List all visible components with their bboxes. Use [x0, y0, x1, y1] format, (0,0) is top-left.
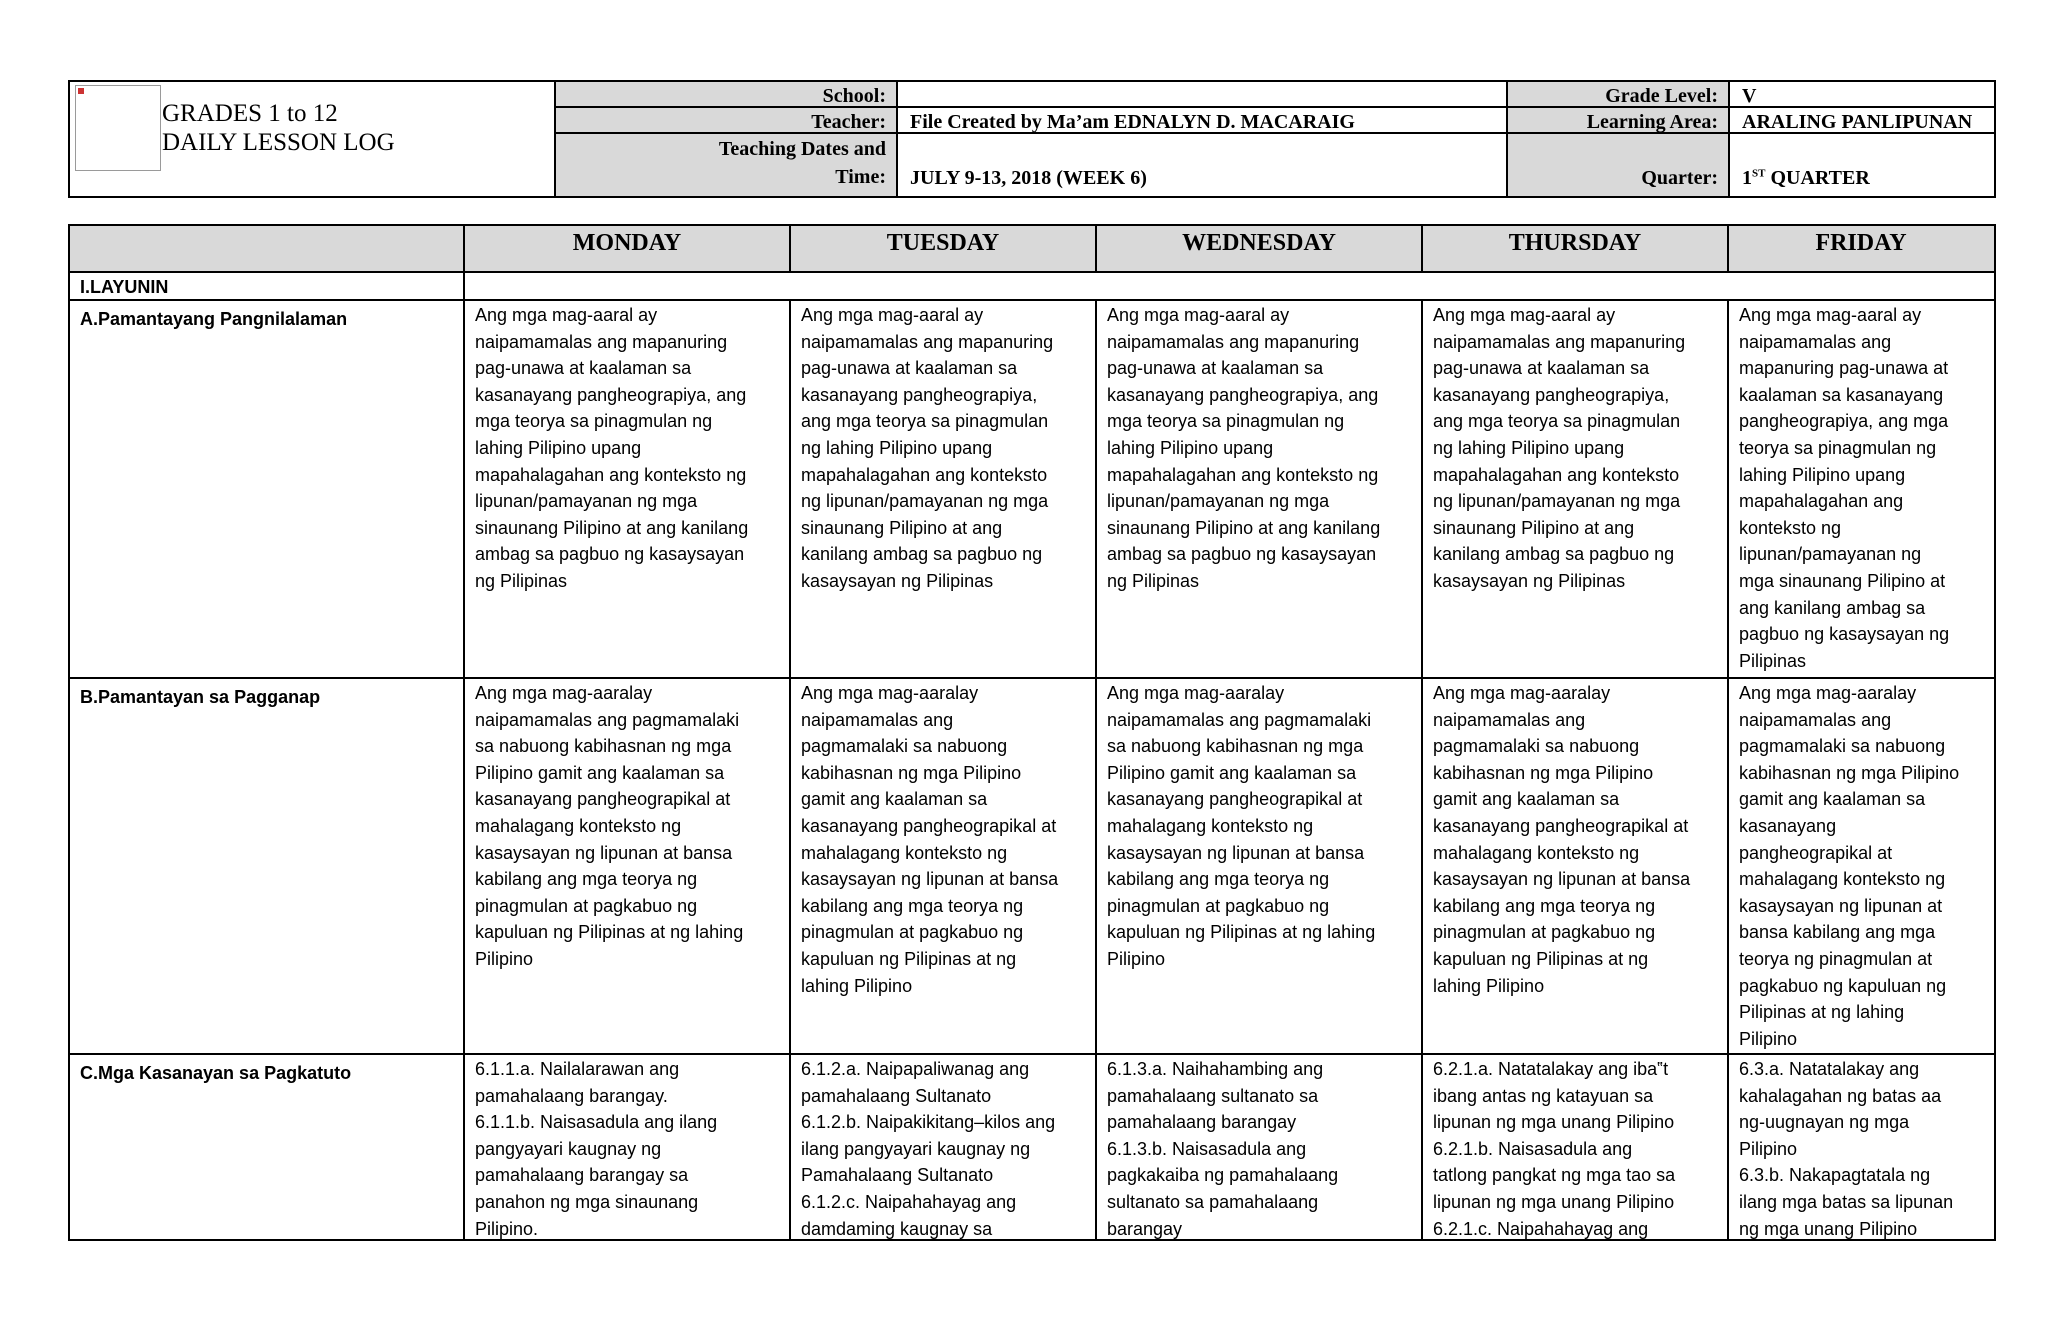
cell-text-line: kasaysayan ng lipunan at bansa: [801, 869, 1059, 890]
title-line-2: DAILY LESSON LOG: [162, 129, 395, 156]
quarter-number: 1: [1742, 167, 1752, 189]
grade-level-label: Grade Level:: [1506, 82, 1728, 108]
cell-text-line: kabilang ang mga teorya ng: [801, 895, 1024, 916]
cell-text-line: pamahalaang Sultanato: [801, 1085, 992, 1106]
cell-text-line: pangheograpikal at: [1739, 842, 1893, 863]
cell-text-line: ibang antas ng katayuan sa: [1433, 1085, 1654, 1106]
cell-text-line: 6.3.a. Natatalakay ang: [1739, 1059, 1920, 1079]
cell-text-line: Ang mga mag-aaral ay: [1107, 305, 1290, 325]
cell-text-line: kasaysayan ng lipunan at bansa: [475, 842, 733, 863]
cell-b-friday: [1728, 678, 1994, 1054]
cell-text-line: gamit ang kaalaman sa: [801, 789, 988, 810]
cell-text-line: kabihasnan ng mga Pilipino: [1433, 762, 1654, 783]
grid-line: [789, 226, 791, 272]
dates-label-line2: Time:: [835, 166, 886, 188]
row-label-b: B.Pamantayan sa Pagganap: [80, 687, 321, 707]
cell-text-line: kasanayang pangheograpiya, ang: [475, 384, 747, 405]
title-block: [70, 82, 556, 196]
cell-text-line: mapanuring pag-unawa at: [1739, 358, 1949, 379]
cell-text-line: 6.1.2.c. Naipahahayag ang: [801, 1191, 1017, 1212]
cell-text-line: kapuluan ng Pilipinas at ng: [801, 948, 1017, 969]
cell-text-line: pag-unawa at kaalaman sa: [1433, 358, 1650, 379]
cell-text-line: pag-unawa at kaalaman sa: [1107, 358, 1324, 379]
cell-text-line: pag-unawa at kaalaman sa: [475, 358, 692, 379]
cell-text-line: mapahalagahan ang konteksto: [801, 464, 1048, 485]
cell-text-line: Ang mga mag-aaralay: [801, 683, 979, 703]
logo-image: [75, 85, 161, 171]
cell-text-line: kabihasnan ng mga Pilipino: [1739, 762, 1960, 783]
cell-text-line: 6.1.1.a. Nailalarawan ang: [475, 1059, 680, 1079]
cell-text-line: mahalagang konteksto ng: [801, 842, 1008, 863]
cell-a-wednesday: [1096, 300, 1422, 678]
cell-text-line: Pamahalaang Sultanato: [801, 1165, 994, 1186]
cell-text-line: kapuluan ng Pilipinas at ng lahing: [1107, 922, 1376, 943]
cell-text-line: naipamamalas ang: [801, 709, 954, 730]
cell-text-line: kasaysayan ng Pilipinas: [1433, 570, 1626, 591]
quarter-label: Quarter:: [1506, 134, 1728, 196]
cell-text-line: lahing Pilipino: [801, 975, 913, 996]
cell-b-tuesday: [790, 678, 1096, 1054]
cell-c-friday: [1728, 1054, 1994, 1239]
cell-text-line: kasaysayan ng lipunan at: [1739, 895, 1943, 916]
cell-text-line: panahon ng mga sinaunang: [475, 1191, 699, 1212]
grid-line: [70, 299, 1994, 301]
teacher-label: Teacher:: [556, 108, 896, 134]
cell-text-line: Pilipino gamit ang kaalaman sa: [475, 762, 725, 783]
cell-text-line: lipunan/pamayanan ng mga: [475, 491, 698, 512]
cell-text-line: kasanayang pangheograpiya, ang: [1107, 384, 1379, 405]
cell-text-line: pinagmulan at pagkabuo ng: [1433, 922, 1656, 943]
school-label: School:: [556, 82, 896, 108]
grid-line: [1727, 226, 1729, 272]
cell-b-thursday: [1422, 678, 1728, 1054]
cell-text-line: mapahalagahan ang: [1739, 491, 1904, 512]
day-header-wednesday: WEDNESDAY: [1096, 226, 1422, 272]
cell-text-line: teorya ng pinagmulan at: [1739, 948, 1933, 969]
cell-text-line: naipamamalas ang: [1433, 709, 1586, 730]
cell-text-line: ng lipunan/pamayanan ng mga: [801, 491, 1049, 512]
cell-text-line: barangay: [1107, 1218, 1183, 1239]
cell-text-line: lipunan ng mga unang Pilipino: [1433, 1191, 1675, 1212]
cell-text-line: lahing Pilipino: [1433, 975, 1545, 996]
dates-value: JULY 9-13, 2018 (WEEK 6): [896, 134, 1506, 196]
dates-label: [556, 134, 896, 196]
cell-text-line: ng-uugnayan ng mga: [1739, 1112, 1910, 1133]
cell-text-line: naipamamalas ang mapanuring: [801, 331, 1054, 352]
cell-text-line: pagbuo ng kasaysayan ng: [1739, 624, 1950, 645]
cell-text-line: kapuluan ng Pilipinas at ng: [1433, 948, 1649, 969]
cell-text-line: naipamamalas ang mapanuring: [1107, 331, 1360, 352]
cell-text-line: lahing Pilipino upang: [1107, 437, 1274, 458]
cell-text-line: pagkakaiba ng pamahalaang: [1107, 1165, 1339, 1186]
cell-text-line: 6.3.b. Nakapagtatala ng: [1739, 1165, 1931, 1186]
cell-text-line: pagmamalaki sa nabuong: [801, 736, 1008, 757]
cell-text-line: 6.1.3.a. Naihahambing ang: [1107, 1059, 1324, 1079]
cell-text-line: Ang mga mag-aaral ay: [475, 305, 658, 325]
cell-text-line: mga teorya sa pinagmulan ng: [475, 411, 713, 432]
cell-text-line: teorya sa pinagmulan ng: [1739, 437, 1937, 458]
cell-a-tuesday: [790, 300, 1096, 678]
grid-line: [1421, 226, 1423, 272]
cell-text-line: kabilang ang mga teorya ng: [1433, 895, 1656, 916]
cell-text-line: kahalagahan ng batas aa: [1739, 1085, 1942, 1106]
cell-a-friday: [1728, 300, 1994, 678]
cell-text-line: sinaunang Pilipino at ang: [1433, 517, 1635, 538]
cell-text-line: konteksto ng: [1739, 517, 1842, 538]
cell-text-line: kasanayang pangheograpikal at: [801, 815, 1057, 836]
day-header-friday: FRIDAY: [1728, 226, 1994, 272]
cell-text-line: pagkabuo ng kapuluan ng: [1739, 975, 1947, 996]
cell-text-line: naipamamalas ang pagmamalaki: [1107, 709, 1372, 730]
cell-text-line: Ang mga mag-aaral ay: [1433, 305, 1616, 325]
cell-text-line: Ang mga mag-aaral ay: [1739, 305, 1922, 325]
cell-text-line: pangheograpiya, ang mga: [1739, 411, 1949, 432]
grid-line: [789, 300, 791, 1239]
cell-text-line: kasanayang pangheograpiya,: [1433, 384, 1670, 405]
cell-text-line: 6.1.2.b. Naipakikitang–kilos ang: [801, 1112, 1056, 1133]
cell-text-line: Pilipino: [1739, 1028, 1798, 1049]
cell-text-line: ng Pilipinas: [1107, 570, 1200, 591]
cell-text-line: naipamamalas ang pagmamalaki: [475, 709, 740, 730]
grid-line: [1095, 300, 1097, 1239]
grid-line: [1421, 300, 1423, 1239]
cell-text-line: kabilang ang mga teorya ng: [1107, 869, 1330, 890]
cell-b-monday: [464, 678, 790, 1054]
cell-text-line: tatlong pangkat ng mga tao sa: [1433, 1165, 1676, 1186]
grid-line: [70, 1053, 1994, 1055]
cell-text-line: kapuluan ng Pilipinas at ng lahing: [475, 922, 744, 943]
cell-text-line: pamahalaang barangay: [1107, 1112, 1297, 1133]
grid-line: [70, 271, 1994, 273]
cell-text-line: sa nabuong kabihasnan ng mga: [1107, 736, 1364, 757]
cell-text-line: kanilang ambag sa pagbuo ng: [801, 544, 1043, 565]
row-label-a: A.Pamantayang Pangnilalaman: [80, 309, 348, 329]
cell-text-line: mahalagang konteksto ng: [1739, 869, 1946, 890]
cell-text-line: ilang pangyayari kaugnay ng: [801, 1138, 1031, 1159]
cell-text-line: Pilipinas: [1739, 650, 1807, 671]
cell-text-line: 6.2.1.a. Natatalakay ang iba‟t: [1433, 1059, 1669, 1079]
cell-text-line: naipamamalas ang: [1739, 331, 1892, 352]
cell-text-line: lipunan/pamayanan ng: [1739, 544, 1922, 565]
learning-area-label: Learning Area:: [1506, 108, 1728, 134]
cell-text-line: naipamamalas ang mapanuring: [475, 331, 728, 352]
cell-text-line: Pilipino: [1739, 1138, 1798, 1159]
cell-text-line: ng Pilipinas: [475, 570, 568, 591]
cell-text-line: ambag sa pagbuo ng kasaysayan: [475, 544, 745, 565]
grid-line: [70, 677, 1994, 679]
cell-text-line: 6.1.1.b. Naisasadula ang ilang: [475, 1112, 718, 1133]
cell-text-line: lahing Pilipino upang: [475, 437, 642, 458]
cell-a-monday: [464, 300, 790, 678]
cell-text-line: 6.2.1.b. Naisasadula ang: [1433, 1138, 1633, 1159]
cell-text-line: Ang mga mag-aaralay: [1739, 683, 1917, 703]
cell-text-line: Ang mga mag-aaralay: [475, 683, 653, 703]
cell-text-line: ng lahing Pilipino upang: [801, 437, 993, 458]
cell-text-line: lipunan ng mga unang Pilipino: [1433, 1112, 1675, 1133]
broken-image-icon: [78, 88, 84, 94]
row-label-c: C.Mga Kasanayan sa Pagkatuto: [80, 1063, 352, 1083]
cell-text-line: mapahalagahan ang konteksto ng: [1107, 464, 1379, 485]
cell-text-line: kabilang ang mga teorya ng: [475, 869, 698, 890]
teacher-value: File Created by Ma’am EDNALYN D. MACARAIG: [896, 108, 1506, 134]
cell-text-line: kasanayang: [1739, 815, 1837, 836]
cell-text-line: pinagmulan at pagkabuo ng: [801, 922, 1024, 943]
cell-a-thursday: [1422, 300, 1728, 678]
cell-text-line: ang mga teorya sa pinagmulan: [1433, 411, 1681, 432]
lesson-log-table: [68, 224, 1996, 1241]
cell-text-line: damdaming kaugnay sa: [801, 1218, 993, 1239]
cell-text-line: kasaysayan ng lipunan at bansa: [1107, 842, 1365, 863]
cell-text-line: Pilipinas at ng lahing: [1739, 1002, 1905, 1023]
cell-text-line: pagmamalaki sa nabuong: [1433, 736, 1640, 757]
cell-text-line: ang kanilang ambag sa: [1739, 597, 1926, 618]
header-table: [68, 80, 1996, 198]
grade-level-value: V: [1728, 82, 1994, 108]
cell-text-line: kaalaman sa kasanayang: [1739, 384, 1944, 405]
cell-text-line: kasanayang pangheograpikal at: [475, 789, 731, 810]
cell-c-wednesday: [1096, 1054, 1422, 1239]
day-header-monday: MONDAY: [464, 226, 790, 272]
cell-text-line: ilang mga batas sa lipunan: [1739, 1191, 1954, 1212]
cell-text-line: mapahalagahan ang konteksto ng: [475, 464, 747, 485]
cell-text-line: lipunan/pamayanan ng mga: [1107, 491, 1330, 512]
cell-text-line: pamahalaang barangay sa: [475, 1165, 689, 1186]
cell-text-line: ang mga teorya sa pinagmulan: [801, 411, 1049, 432]
cell-text-line: Pilipino: [475, 948, 534, 969]
cell-text-line: Ang mga mag-aaralay: [1107, 683, 1285, 703]
cell-text-line: pangyayari kaugnay ng: [475, 1138, 662, 1159]
cell-text-line: gamit ang kaalaman sa: [1739, 789, 1926, 810]
cell-text-line: mga sinaunang Pilipino at: [1739, 570, 1946, 591]
cell-text-line: kasaysayan ng Pilipinas: [801, 570, 994, 591]
cell-text-line: Ang mga mag-aaralay: [1433, 683, 1611, 703]
cell-text-line: mahalagang konteksto ng: [475, 815, 682, 836]
cell-text-line: pinagmulan at pagkabuo ng: [475, 895, 698, 916]
cell-text-line: mapahalagahan ang konteksto: [1433, 464, 1680, 485]
grid-line: [463, 226, 465, 1239]
cell-text-line: sultanato sa pamahalaang: [1107, 1191, 1319, 1212]
cell-text-line: Pilipino.: [475, 1218, 539, 1239]
cell-text-line: mga teorya sa pinagmulan ng: [1107, 411, 1345, 432]
cell-text-line: sa nabuong kabihasnan ng mga: [475, 736, 732, 757]
dates-label-line1: Teaching Dates and: [718, 138, 886, 160]
cell-c-monday: [464, 1054, 790, 1239]
cell-c-thursday: [1422, 1054, 1728, 1239]
cell-text-line: ng lipunan/pamayanan ng mga: [1433, 491, 1681, 512]
cell-text-line: pag-unawa at kaalaman sa: [801, 358, 1018, 379]
cell-text-line: Pilipino gamit ang kaalaman sa: [1107, 762, 1357, 783]
cell-text-line: Ang mga mag-aaral ay: [801, 305, 984, 325]
cell-text-line: naipamamalas ang: [1739, 709, 1892, 730]
cell-text-line: 6.1.2.a. Naipapaliwanag ang: [801, 1059, 1030, 1079]
cell-text-line: sinaunang Pilipino at ang kanilang: [1107, 517, 1381, 538]
cell-text-line: kasaysayan ng lipunan at bansa: [1433, 869, 1691, 890]
title-line-1: GRADES 1 to 12: [162, 100, 338, 127]
cell-text-line: Pilipino: [1107, 948, 1166, 969]
cell-text-line: sinaunang Pilipino at ang kanilang: [475, 517, 749, 538]
learning-area-value: ARALING PANLIPUNAN: [1728, 108, 1994, 134]
cell-text-line: pamahalaang barangay.: [475, 1085, 668, 1106]
grid-line: [1727, 300, 1729, 1239]
cell-text-line: ng mga unang Pilipino: [1739, 1218, 1918, 1239]
quarter-text: QUARTER: [1765, 167, 1870, 189]
cell-text-line: kasanayang pangheograpikal at: [1107, 789, 1363, 810]
cell-text-line: mahalagang konteksto ng: [1107, 815, 1314, 836]
cell-text-line: bansa kabilang ang mga: [1739, 922, 1936, 943]
quarter-suffix: ST: [1752, 167, 1766, 180]
cell-text-line: ambag sa pagbuo ng kasaysayan: [1107, 544, 1377, 565]
day-header-tuesday: TUESDAY: [790, 226, 1096, 272]
cell-text-line: naipamamalas ang mapanuring: [1433, 331, 1686, 352]
day-header-thursday: THURSDAY: [1422, 226, 1728, 272]
cell-text-line: pamahalaang sultanato sa: [1107, 1085, 1319, 1106]
quarter-value: [1728, 134, 1994, 196]
cell-text-line: kasanayang pangheograpiya,: [801, 384, 1038, 405]
cell-text-line: 6.1.3.b. Naisasadula ang: [1107, 1138, 1307, 1159]
cell-text-line: kanilang ambag sa pagbuo ng: [1433, 544, 1675, 565]
cell-text-line: mahalagang konteksto ng: [1433, 842, 1640, 863]
corner-cell: [70, 226, 464, 272]
cell-text-line: pinagmulan at pagkabuo ng: [1107, 895, 1330, 916]
cell-text-line: pagmamalaki sa nabuong: [1739, 736, 1946, 757]
section-heading: I.LAYUNIN: [80, 277, 169, 297]
school-value: [896, 82, 1506, 108]
cell-c-tuesday: [790, 1054, 1096, 1239]
cell-text-line: lahing Pilipino upang: [1739, 464, 1906, 485]
cell-text-line: kasanayang pangheograpikal at: [1433, 815, 1689, 836]
grid-line: [1095, 226, 1097, 272]
cell-text-line: 6.2.1.c. Naipahahayag ang: [1433, 1218, 1649, 1239]
cell-text-line: ng lahing Pilipino upang: [1433, 437, 1625, 458]
cell-text-line: sinaunang Pilipino at ang: [801, 517, 1003, 538]
cell-text-line: gamit ang kaalaman sa: [1433, 789, 1620, 810]
cell-text-line: kabihasnan ng mga Pilipino: [801, 762, 1022, 783]
cell-b-wednesday: [1096, 678, 1422, 1054]
